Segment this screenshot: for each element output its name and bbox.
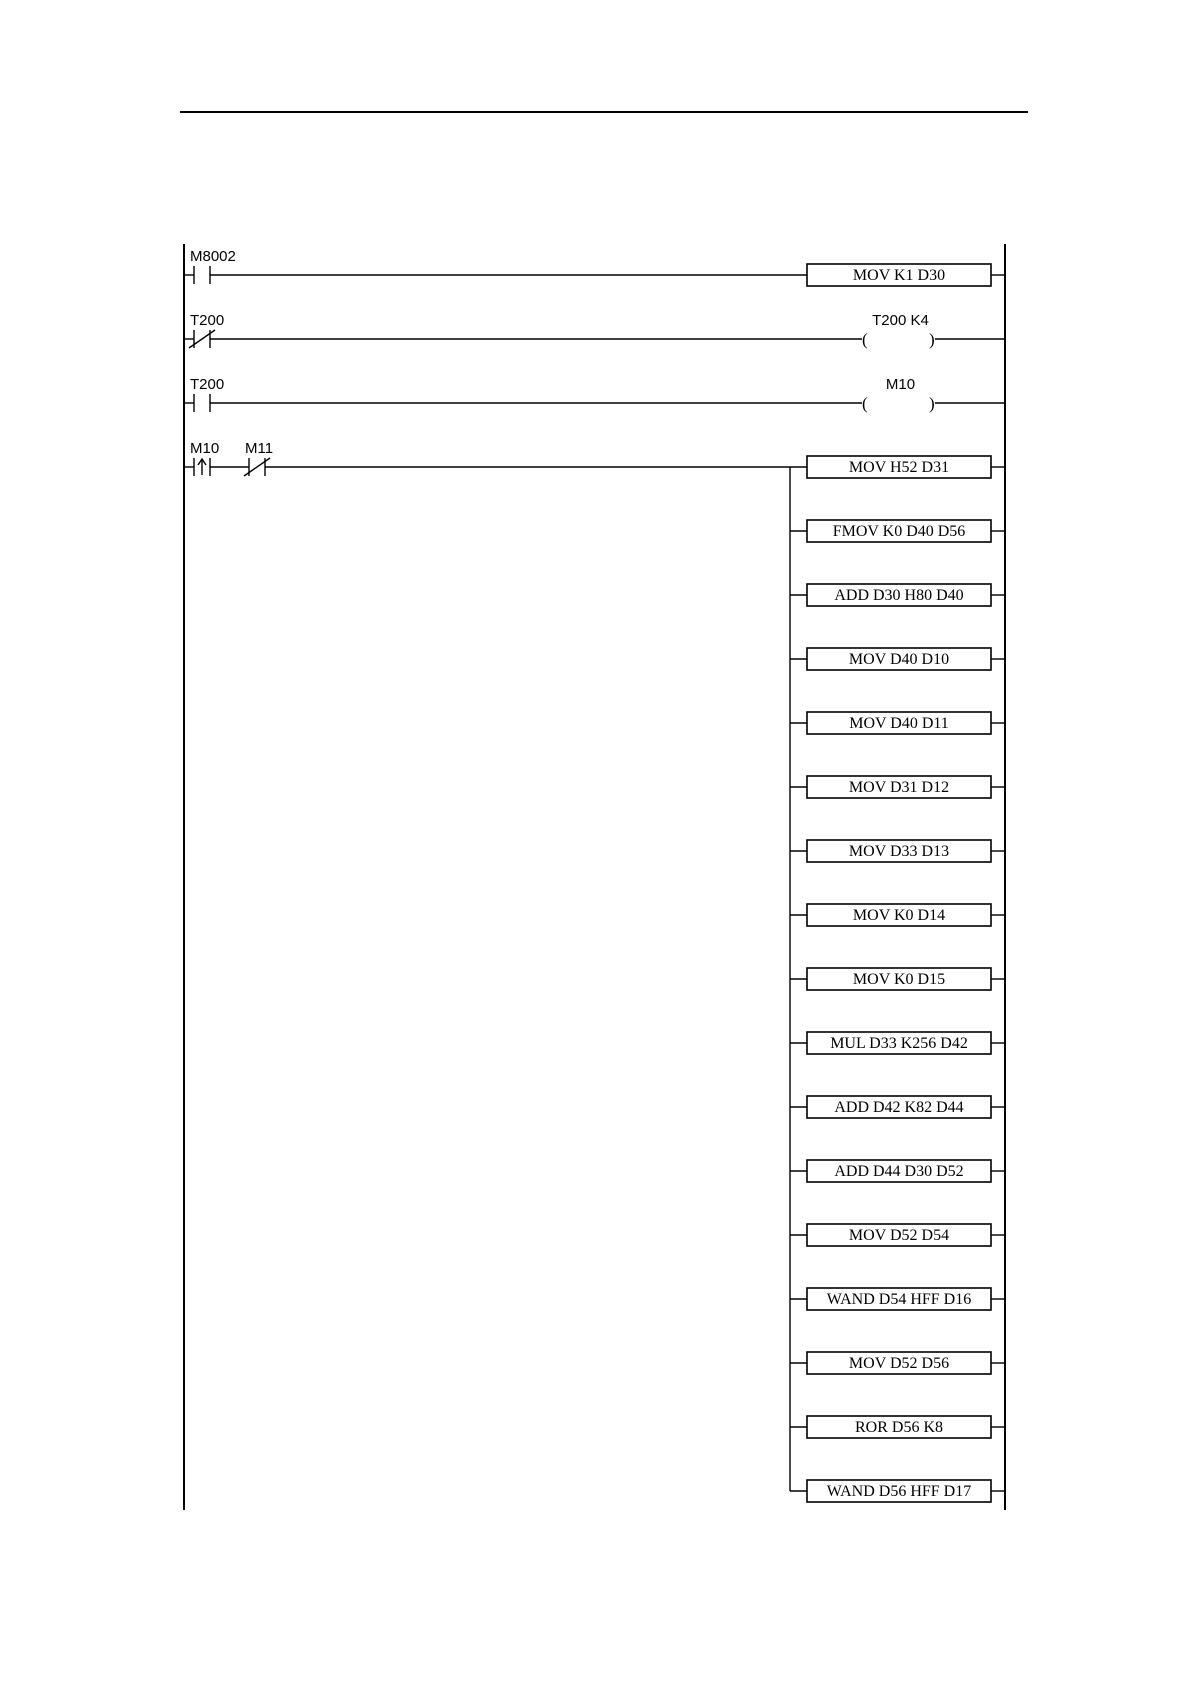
contact-nc-t200 [189,312,224,348]
instruction-box-4-15 [790,1352,1005,1374]
instruction-text: MUL D33 K256 D42 [830,1035,968,1052]
coil-close-paren: ) [929,394,935,413]
contact-label: T200 [190,312,225,329]
output-coil-2-1 [210,312,1005,349]
instruction-box-1-1 [210,264,1005,286]
instruction-box-4-5 [790,712,1005,734]
instruction-text: MOV D40 D11 [849,715,949,732]
instruction-text: ADD D30 H80 D40 [834,587,964,604]
rung-3 [184,376,1005,413]
contact-label: M8002 [190,248,236,265]
rung-4 [184,440,1005,1502]
instruction-box-4-14 [790,1288,1005,1310]
instruction-text: MOV D40 D10 [848,651,950,668]
instruction-text: MOV D33 D13 [848,843,950,860]
contact-label: M10 [190,440,220,457]
instruction-text: MOV H52 D31 [848,459,950,476]
instruction-box-4-9 [790,968,1005,990]
instruction-box-4-3 [790,584,1005,606]
coil-label: T200 K4 [872,312,929,329]
instruction-text: MOV K1 D30 [852,267,946,284]
instruction-box-4-8 [790,904,1005,926]
rung-2 [184,312,1005,349]
coil-open-paren: ( [862,330,868,349]
instruction-box-4-13 [790,1224,1005,1246]
instruction-box-4-10 [790,1032,1005,1054]
contact-rising-m10 [190,440,219,476]
instruction-text: MOV K0 D15 [852,971,946,988]
instruction-box-4-1 [790,456,1005,478]
instruction-box-4-4 [790,648,1005,670]
contact-label: M11 [245,440,274,457]
instruction-text: WAND D56 HFF D17 [826,1483,972,1500]
instruction-text: ADD D42 K82 D44 [834,1099,964,1116]
instruction-text: WAND D54 HFF D16 [826,1291,972,1308]
contact-no-m8002 [190,248,236,284]
contact-no-t200 [190,376,224,412]
instruction-text: MOV D52 D54 [848,1227,950,1244]
coil-label: M10 [885,376,916,393]
instruction-box-4-17 [790,1480,1005,1502]
instruction-text: ROR D56 K8 [854,1419,944,1436]
instruction-text: MOV D31 D12 [848,779,950,796]
instruction-box-4-16 [790,1416,1005,1438]
coil-open-paren: ( [862,394,868,413]
instruction-box-4-2 [790,520,1005,542]
instruction-box-4-6 [790,776,1005,798]
instruction-box-4-7 [790,840,1005,862]
coil-close-paren: ) [929,330,935,349]
instruction-text: FMOV K0 D40 D56 [832,523,966,540]
contact-label: T200 [190,376,225,393]
instruction-box-4-12 [790,1160,1005,1182]
instruction-text: MOV K0 D14 [852,907,946,924]
contact-nc-m11 [244,440,273,476]
rung-1 [184,248,1005,286]
instruction-box-4-11 [790,1096,1005,1118]
output-coil-3-1 [210,376,1005,413]
instruction-text: MOV D52 D56 [848,1355,950,1372]
instruction-text: ADD D44 D30 D52 [834,1163,964,1180]
